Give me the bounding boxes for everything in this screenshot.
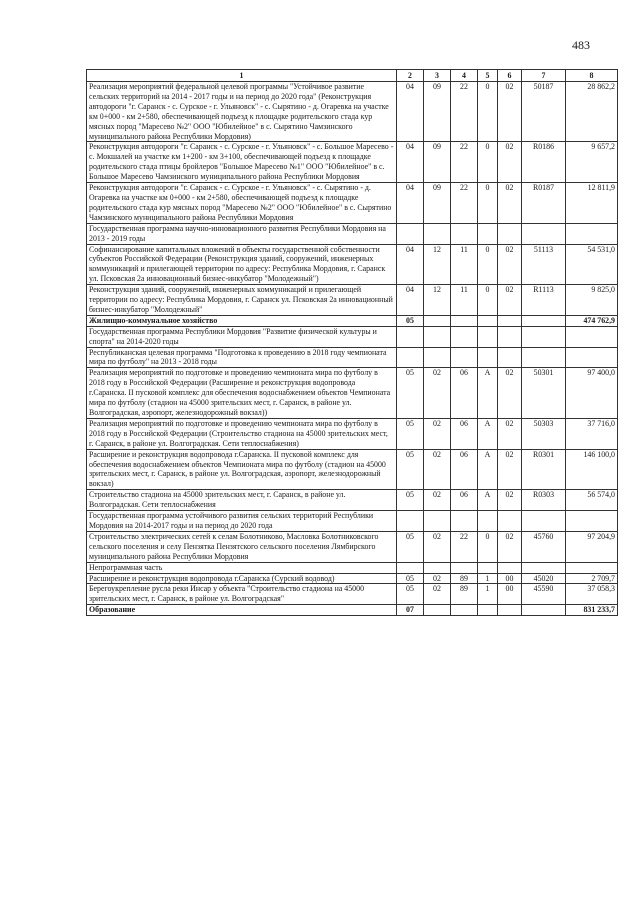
- subsection-code-cell: 09: [424, 183, 451, 224]
- amount-cell: 146 100,0: [566, 449, 618, 490]
- table-row: [87, 183, 618, 224]
- table-row: [87, 244, 618, 285]
- subsection-code-cell: 02: [424, 531, 451, 562]
- subprogram-code-cell: 0: [478, 183, 498, 224]
- section-code-cell: 05: [397, 490, 424, 511]
- row-name-cell: Реализация мероприятий по подготовке и проведению чемпионата мира по футболу в 2018 году в Российской Федерации (Строительство стадиона на 45000 зрительских мест, г. Саранск, в районе ул. Волгоградская. Сети теплоснабжения): [87, 418, 397, 449]
- event-code-cell: 02: [498, 244, 522, 285]
- section-code-cell: [397, 326, 424, 347]
- subsection-code-cell: [424, 605, 451, 616]
- expense-code-cell: R0186: [522, 142, 566, 183]
- row-name-cell: Непрограммная часть: [87, 562, 397, 573]
- event-code-cell: [498, 223, 522, 244]
- row-name-cell: Расширение и реконструкция водопровода г.Саранска. II пусковой комплекс для обеспечения водоснабжением объектов Чемпионата мира по футболу (стадион на 45000 зрительских мест, г. Саранск, в районе ул. Волгоградская, аэропорт, железнодорожный вокзал): [87, 449, 397, 490]
- amount-cell: [566, 511, 618, 532]
- program-code-cell: [451, 347, 478, 368]
- event-code-cell: 02: [498, 82, 522, 142]
- event-code-cell: 02: [498, 418, 522, 449]
- subsection-code-cell: 02: [424, 418, 451, 449]
- row-name-cell: Расширение и реконструкция водопровода г.Саранска (Сурский водовод): [87, 573, 397, 584]
- event-code-cell: 02: [498, 142, 522, 183]
- subsection-code-cell: 02: [424, 573, 451, 584]
- program-code-cell: 22: [451, 531, 478, 562]
- amount-cell: [566, 326, 618, 347]
- expense-code-cell: R0301: [522, 449, 566, 490]
- subprogram-code-cell: [478, 605, 498, 616]
- amount-cell: 2 709,7: [566, 573, 618, 584]
- row-name-cell: Реконструкция автодороги "г. Саранск - с. Сурское - г. Ульяновск" - с. Большое Маресево - с. Мокшалей на участке км 1+200 - км 3+100, обеспечивающей подъезд к площадке родительского стада птицы бройлеров "Большое Маресево №1" ООО "Юбилейное" в с. Большое Маресево Чамзинского муниципального района Республики Мордовия: [87, 142, 397, 183]
- table-row: [87, 449, 618, 490]
- subsection-code-cell: 09: [424, 82, 451, 142]
- table-row: [87, 562, 618, 573]
- subprogram-code-cell: А: [478, 418, 498, 449]
- subsection-code-cell: 02: [424, 449, 451, 490]
- subprogram-code-cell: А: [478, 449, 498, 490]
- section-code-cell: 07: [397, 605, 424, 616]
- expense-code-cell: [522, 315, 566, 326]
- program-code-cell: 06: [451, 418, 478, 449]
- subprogram-code-cell: [478, 511, 498, 532]
- event-code-cell: 02: [498, 368, 522, 419]
- table-row: [87, 418, 618, 449]
- subsection-code-cell: 12: [424, 244, 451, 285]
- row-name-cell: Софинансирование капитальных вложений в объекты государственной собственности субъектов Российской Федерации (Реконструкция зданий, сооружений, инженерных коммуникаций и прилегающей территории по адресу: Республика Мордовия, г. Саранск ул. Псковская 2а инновационный бизнес-инкубатор "Молодежный"): [87, 244, 397, 285]
- row-name-cell: Строительство стадиона на 45000 зрительских мест, г. Саранск, в районе ул. Волгоградская. Сети теплоснабжения: [87, 490, 397, 511]
- section-code-cell: 04: [397, 244, 424, 285]
- column-header: 3: [424, 70, 451, 82]
- subsection-code-cell: 02: [424, 584, 451, 605]
- expense-code-cell: [522, 223, 566, 244]
- expense-code-cell: R1113: [522, 285, 566, 316]
- subprogram-code-cell: 1: [478, 573, 498, 584]
- column-header: 8: [566, 70, 618, 82]
- page-number: 483: [572, 38, 590, 52]
- amount-cell: 37 716,0: [566, 418, 618, 449]
- expense-code-cell: R0187: [522, 183, 566, 224]
- section-code-cell: 05: [397, 573, 424, 584]
- event-code-cell: 02: [498, 285, 522, 316]
- row-name-cell: Республиканская целевая программа "Подготовка к проведению в 2018 году чемпионата мира по футболу" на 2013 - 2018 годы: [87, 347, 397, 368]
- subprogram-code-cell: [478, 326, 498, 347]
- section-code-cell: 05: [397, 368, 424, 419]
- table-row: [87, 347, 618, 368]
- row-name-cell: Строительство электрических сетей к селам Болотниково, Масловка Болотниковского сельского поселения и селу Пензятка Пензятского сельского поселения Лямбирского муниципального района Республики Мордовия: [87, 531, 397, 562]
- column-header: 1: [87, 70, 397, 82]
- table-row: [87, 315, 618, 326]
- subprogram-code-cell: 0: [478, 244, 498, 285]
- row-name-cell: Жилищно-коммунальное хозяйство: [87, 315, 397, 326]
- event-code-cell: [498, 315, 522, 326]
- expense-code-cell: 51113: [522, 244, 566, 285]
- subprogram-code-cell: [478, 223, 498, 244]
- subprogram-code-cell: 0: [478, 285, 498, 316]
- subprogram-code-cell: 0: [478, 531, 498, 562]
- section-code-cell: [397, 511, 424, 532]
- section-code-cell: 05: [397, 584, 424, 605]
- program-code-cell: [451, 315, 478, 326]
- event-code-cell: 00: [498, 573, 522, 584]
- program-code-cell: 06: [451, 368, 478, 419]
- amount-cell: 28 862,2: [566, 82, 618, 142]
- event-code-cell: 00: [498, 584, 522, 605]
- event-code-cell: 02: [498, 490, 522, 511]
- table-row: [87, 142, 618, 183]
- row-name-cell: Государственная программа научно-инновационного развития Республики Мордовия на 2013 - 2019 годы: [87, 223, 397, 244]
- expense-code-cell: [522, 347, 566, 368]
- program-code-cell: [451, 562, 478, 573]
- subprogram-code-cell: А: [478, 368, 498, 419]
- subprogram-code-cell: 0: [478, 142, 498, 183]
- expense-code-cell: 45760: [522, 531, 566, 562]
- table-row: [87, 511, 618, 532]
- subsection-code-cell: [424, 511, 451, 532]
- amount-cell: 54 531,0: [566, 244, 618, 285]
- expense-code-cell: [522, 562, 566, 573]
- section-code-cell: [397, 223, 424, 244]
- row-name-cell: Реализация мероприятий по подготовке и проведению чемпионата мира по футболу в 2018 году в Российской Федерации (Расширение и реконструкция водопровода г.Саранска. II пусковой комплекс для обеспечения водоснабжением объектов Чемпионата мира по футболу (стадион на 45000 зрительских мест, г. Саранск, в районе ул. Волгоградская, аэропорт, железнодорожный вокзал)): [87, 368, 397, 419]
- amount-cell: 9 825,0: [566, 285, 618, 316]
- program-code-cell: 22: [451, 142, 478, 183]
- subsection-code-cell: 02: [424, 368, 451, 419]
- program-code-cell: 89: [451, 573, 478, 584]
- row-name-cell: Реконструкция зданий, сооружений, инженерных коммуникаций и прилегающей территории по адресу: Республика Мордовия, г. Саранск ул. Псковская 2а инновационный бизнес-инкубатор "Молодежный": [87, 285, 397, 316]
- amount-cell: 831 233,7: [566, 605, 618, 616]
- section-code-cell: 04: [397, 285, 424, 316]
- event-code-cell: [498, 347, 522, 368]
- amount-cell: 9 657,2: [566, 142, 618, 183]
- subsection-code-cell: 09: [424, 142, 451, 183]
- table-row: [87, 605, 618, 616]
- program-code-cell: [451, 223, 478, 244]
- section-code-cell: 05: [397, 449, 424, 490]
- column-header: 2: [397, 70, 424, 82]
- expense-code-cell: [522, 326, 566, 347]
- expense-code-cell: [522, 605, 566, 616]
- section-code-cell: 04: [397, 142, 424, 183]
- program-code-cell: [451, 511, 478, 532]
- amount-cell: 37 058,3: [566, 584, 618, 605]
- table-row: [87, 82, 618, 142]
- section-code-cell: 05: [397, 418, 424, 449]
- amount-cell: 97 204,9: [566, 531, 618, 562]
- column-header: 7: [522, 70, 566, 82]
- subprogram-code-cell: 1: [478, 584, 498, 605]
- event-code-cell: [498, 326, 522, 347]
- amount-cell: [566, 223, 618, 244]
- table-row: [87, 584, 618, 605]
- subsection-code-cell: [424, 223, 451, 244]
- event-code-cell: 02: [498, 531, 522, 562]
- subprogram-code-cell: [478, 347, 498, 368]
- table-row: [87, 490, 618, 511]
- column-header: 6: [498, 70, 522, 82]
- amount-cell: [566, 562, 618, 573]
- amount-cell: 474 762,9: [566, 315, 618, 326]
- program-code-cell: 11: [451, 244, 478, 285]
- expense-code-cell: 50303: [522, 418, 566, 449]
- row-name-cell: Реконструкция автодороги "г. Саранск - с. Сурское - г. Ульяновск" - с. Сырятино - д. Огаревка на участке км 0+000 - км 2+580, обеспечивающей подъезд к площадке родительского стада кур мясных пород "Маресево №2" ООО "Юбилейное" в с. Сырятино Чамзинского муниципального района Республики Мордовия: [87, 183, 397, 224]
- amount-cell: 97 400,0: [566, 368, 618, 419]
- section-code-cell: 05: [397, 315, 424, 326]
- program-code-cell: 06: [451, 490, 478, 511]
- expense-code-cell: 45020: [522, 573, 566, 584]
- program-code-cell: [451, 605, 478, 616]
- section-code-cell: 04: [397, 82, 424, 142]
- section-code-cell: [397, 347, 424, 368]
- row-name-cell: Государственная программа Республики Мордовия "Развитие физической культуры и спорта" на 2014-2020 годы: [87, 326, 397, 347]
- subprogram-code-cell: А: [478, 490, 498, 511]
- table-row: [87, 531, 618, 562]
- budget-table: [86, 69, 618, 616]
- subsection-code-cell: [424, 315, 451, 326]
- table-row: [87, 326, 618, 347]
- section-code-cell: 04: [397, 183, 424, 224]
- row-name-cell: Реализация мероприятий федеральной целевой программы "Устойчивое развитие сельских территорий на 2014 - 2017 годы и на период до 2020 года" (Реконструкция автодороги "г. Саранск - с. Сурское - г. Ульяновск" - с. Сырятино - д. Огаревка на участке км 0+000 - км 2+580, обеспечивающей подъезд к площадке родительского стада кур мясных пород "Маресево №2" ООО "Юбилейное" в с. Сырятино Чамзинского муниципального района Республики Мордовия): [87, 82, 397, 142]
- column-header-row: [87, 70, 618, 82]
- program-code-cell: 11: [451, 285, 478, 316]
- subsection-code-cell: [424, 326, 451, 347]
- table-row: [87, 285, 618, 316]
- row-name-cell: Образование: [87, 605, 397, 616]
- program-code-cell: 06: [451, 449, 478, 490]
- event-code-cell: [498, 511, 522, 532]
- event-code-cell: [498, 562, 522, 573]
- section-code-cell: 05: [397, 531, 424, 562]
- event-code-cell: 02: [498, 449, 522, 490]
- subprogram-code-cell: [478, 315, 498, 326]
- program-code-cell: 22: [451, 82, 478, 142]
- table-row: [87, 573, 618, 584]
- column-header: 4: [451, 70, 478, 82]
- subprogram-code-cell: [478, 562, 498, 573]
- expense-code-cell: 50187: [522, 82, 566, 142]
- expense-code-cell: [522, 511, 566, 532]
- subsection-code-cell: [424, 347, 451, 368]
- column-header: 5: [478, 70, 498, 82]
- row-name-cell: Берегоукрепление русла реки Инсар у объекта "Строительство стадиона на 45000 зрительских мест, г. Саранск, в районе ул. Волгоградская": [87, 584, 397, 605]
- subsection-code-cell: [424, 562, 451, 573]
- amount-cell: 12 811,9: [566, 183, 618, 224]
- amount-cell: [566, 347, 618, 368]
- expense-code-cell: R0303: [522, 490, 566, 511]
- expense-code-cell: 50301: [522, 368, 566, 419]
- program-code-cell: 89: [451, 584, 478, 605]
- subsection-code-cell: 12: [424, 285, 451, 316]
- amount-cell: 56 574,0: [566, 490, 618, 511]
- subprogram-code-cell: 0: [478, 82, 498, 142]
- program-code-cell: [451, 326, 478, 347]
- table-row: [87, 223, 618, 244]
- program-code-cell: 22: [451, 183, 478, 224]
- section-code-cell: [397, 562, 424, 573]
- table-row: [87, 368, 618, 419]
- event-code-cell: 02: [498, 183, 522, 224]
- expense-code-cell: 45590: [522, 584, 566, 605]
- event-code-cell: [498, 605, 522, 616]
- row-name-cell: Государственная программа устойчивого развития сельских территорий Республики Мордовия на 2014-2017 годы и на период до 2020 года: [87, 511, 397, 532]
- subsection-code-cell: 02: [424, 490, 451, 511]
